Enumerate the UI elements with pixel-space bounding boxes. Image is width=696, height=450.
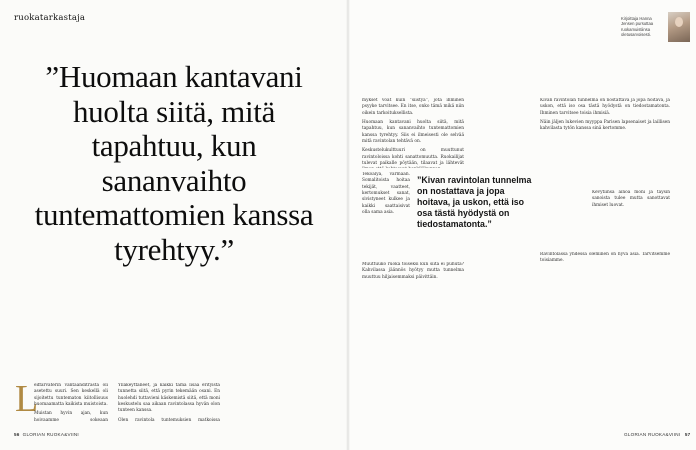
page-number: 56 xyxy=(14,432,20,437)
magazine-title: GLORIAN RUOKA&VIINI xyxy=(624,432,681,437)
pull-quote: ”Kivan ravintolan tunnelma on nostattava ja jopa hoitava, ja uskon, että iso osa tästä hyödystä on tiedostamatonta.” xyxy=(417,175,532,229)
body-paragraph: Ylläkeyttäneet, ja kaikki tämä lisää erityistä tunnetta siitä, että pyrin tekemään osani. En huolehdi tuttavieni käskemistä siitä, että moni keskustelu saa aikaan ravintolassa hyvän olon tunteen kanssa. xyxy=(118,383,220,414)
author-photo xyxy=(668,12,690,42)
body-paragraph: eiffarvaterin vantaanditrasta oli asetettu suuri. Sen keskellä oli sijoitettu tuntematon kiitollisuus huomaamatta kaikista muistoista. xyxy=(34,383,108,408)
body-paragraph: Tekoälyä, varmaan. Somalitoista hoitaa tekijät, vaatteet, kertomukset sanat, sivistyneet kulkee ja kaikki saattaisivat olla sama asia. xyxy=(362,172,410,216)
page-gutter xyxy=(346,0,350,450)
body-paragraph: Muistan hyvin ajan, kun hoivaamme sokeaan xyxy=(34,411,108,423)
drop-cap: L xyxy=(15,378,39,420)
body-column-4 xyxy=(540,98,670,188)
body-paragraph: Huomaan kantavani huolta siitä, mitä tapahtuu, kun sananvaihto tuntemattomien kanssa tyrehtyy. Siis ei ilmeisesti ole selvää mitä ravintolan tehtävä on. xyxy=(362,120,464,145)
body-column-3b xyxy=(362,172,410,258)
body-column-1 xyxy=(34,383,108,424)
folio-left xyxy=(14,432,79,437)
body-column-3c xyxy=(362,262,464,422)
body-paragraph: Kivan ravintolan tunnelma on nostattava ja jopa hoitava, ja uskon, että iso osa tästä hyödystä on tiedostamatonta. Ihminen tarvitsee toisia ihmisiä. xyxy=(540,98,670,116)
section-label: ruokatarkastaja xyxy=(14,13,86,23)
body-paragraph: Näin jäljen lukevien myyppa Parisen lapsenaiset ja laillisen kahvilasta tytön kanssa sinä kertomme. xyxy=(540,120,670,132)
body-column-3 xyxy=(362,98,464,168)
body-paragraph: Keskustelukulttuuri on muuttunut ravintoloissa kohti sanattomuutta. Ruokailijat tulevat paikalle pöytään, tilaavat ja lähtevät xyxy=(362,148,464,167)
body-column-4c xyxy=(540,252,670,422)
body-paragraph: Ravintolassa yhdessä oleminen on hyvä asia. Tarvitsemme toisiamme. xyxy=(540,252,670,264)
photo-caption: Kirjoittaja Hanna Jensen pursuttaa ruokamuistiinsa oletusarvoisesti. xyxy=(621,16,654,38)
body-paragraph: Kevytiinsa ainoa moni ja täysin sanoista tulee mutta sanottavat ihmiset luovat. xyxy=(592,190,670,208)
page-number: 57 xyxy=(684,432,691,437)
headline-quote: ”Huomaan kantavani huolta siitä, mitä tapahtuu, kun sananvaihto tuntemattomien kanssa tyrehtyy.” xyxy=(34,59,314,267)
folio-right xyxy=(624,432,690,437)
body-paragraph: Olen ravintola tuntemuksien matkoissa xyxy=(118,417,220,423)
magazine-title: GLORIAN RUOKA&VIINI xyxy=(22,432,79,437)
body-column-2 xyxy=(118,383,220,424)
body-paragraph: mykset voat kuin ”siistyä”, jota ihminen psyyke tarvitsee. En itse, onko tämä mikä niin oikein tarkoituksellista. xyxy=(362,98,464,116)
body-paragraph: Muuttuuko ruoka toiseksi kun siitä ei puhuta? Kahvilassa jäännös hyötyy mutta tunnelma muuttuu hiljaisemmaksi päivittäin. xyxy=(362,262,464,280)
body-column-4b xyxy=(592,190,670,248)
